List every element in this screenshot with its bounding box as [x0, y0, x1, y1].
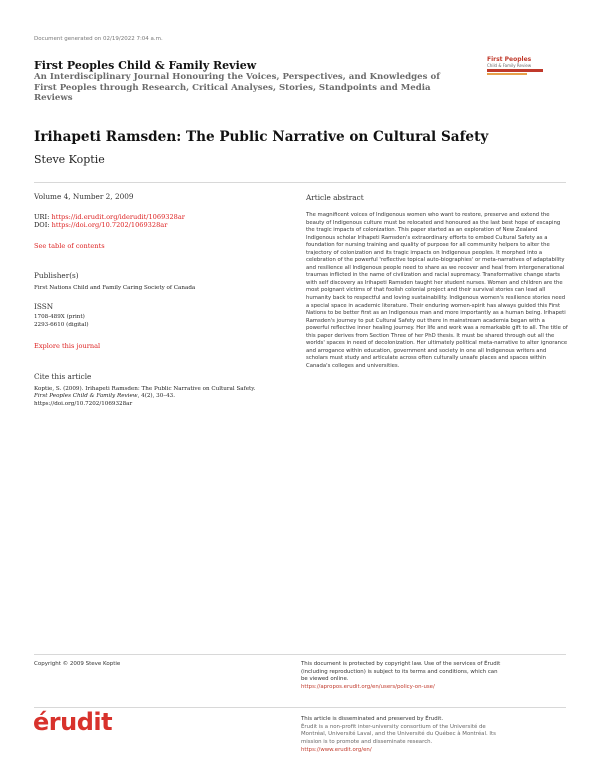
- issn-print: 1708-489X (print): [34, 314, 85, 321]
- issn-label: ISSN: [34, 301, 54, 311]
- citation-volume: , 4(2), 30–43.: [137, 393, 175, 400]
- diss-title: This article is disseminated and preserved by Érudit.: [301, 716, 444, 722]
- doi-link[interactable]: https://doi.org/10.7202/1069328ar: [51, 221, 168, 230]
- abstract-label: Article abstract: [306, 193, 364, 202]
- uri-label: URI:: [34, 212, 50, 221]
- article-title: Irihapeti Ramsden: The Public Narrative on Cultural Safety: [34, 129, 489, 145]
- journal-subtitle: An Interdisciplinary Journal Honouring the Voices, Perspectives, and Knowledges of First Peoples through Research, Critical Analyses, Stories, Standpoints and Media Reviews: [34, 72, 440, 104]
- publisher-label: Publisher(s): [34, 271, 79, 281]
- publisher-name: First Nations Child and Family Caring Society of Canada: [34, 284, 196, 291]
- article-author: Steve Koptie: [34, 153, 105, 166]
- issn-digital: 2293-6610 (digital): [34, 321, 89, 328]
- citation: [34, 386, 274, 409]
- journal-logo-line1: First Peoples: [487, 56, 532, 63]
- citation-journal: First Peoples Child & Family Review: [34, 393, 138, 400]
- journal-logo-line2: Child & Family Review: [487, 63, 532, 68]
- abstract-section: [306, 193, 568, 370]
- volume-info: Volume 4, Number 2, 2009: [34, 192, 134, 201]
- rights-link[interactable]: https://apropos.erudit.org/en/users/policy-on-use/: [301, 684, 435, 691]
- rights-text: This document is protected by copyright law. Use of the services of Érudit (including reproduction) is subject to its terms and conditions, which can be viewed online.: [301, 661, 501, 683]
- article-metadata: [34, 193, 274, 408]
- citation-doi: https://doi.org/10.7202/1069328ar: [34, 400, 133, 407]
- abstract-text: The magnificent voices of Indigenous women who want to restore, preserve and extend the beauty of Indigenous culture must be relocated and honoured as the last best hope of escaping the tragic impacts of colonization. This paper started as an exploration of New Zealand Indigenous scholar Irihapeti Ramsden's extraordinary efforts to embed Cultural Safety as a foundation for nursing training and quality of purpose for all community helpers to alter the trajectory of colonization and its tragic impacts on Indigenous peoples. It morphed into a celebration of the powerful 'reflective topical auto-biographies' or meta-narratives of adaptability and resilience all Indigenous people need to share as we recover and heal from intergenerational traumas inflicted in the name of civilization and racial supremacy. Transformative change starts with self discovery as Irihapeti Ramsden taught her student nurses. Women and children are the most poignant victims of that foolish colonial project and their survival stories can lead all humanity back to respectful and loving sustainability. Indigenous women's resilience stories need a special space in academic literature. Their enduring women-spirit has always guided this First Nations to be better first as an Indigenous man and more importantly as a human being. Irihapeti Ramsden's journey to put Cultural Safety out there in mainstream academia began with a powerful reflective inner healing journey. Her life and work was a remarkable gift to all. The title of this paper derives from Section Three of her PhD thesis. It must be shared through out all the worlds' spaces in need of decolonization. Her ultimately political meta-narrative to alter ignorance and arrogance within education, government and society in one all Indigenous writers and scholars must study and articulate across often culturally unsafe places and spaces within Canada's colleges and universities.: [306, 212, 568, 369]
- journal-logo: [487, 56, 557, 75]
- divider: [34, 182, 566, 183]
- explore-journal-link[interactable]: Explore this journal: [34, 342, 101, 351]
- diss-text: Érudit is a non-profit inter-university consortium of the Université de Montréal, Université Laval, and the Université du Québec à Montréal. Its mission is to promote and disseminate research.: [301, 723, 496, 746]
- journal-title: First Peoples Child & Family Review: [34, 59, 257, 72]
- citation-line1: Koptie, S. (2009). Irihapeti Ramsden: The Public Narrative on Cultural Safety.: [34, 385, 256, 392]
- copyright: Copyright © 2009 Steve Koptie: [34, 661, 121, 667]
- doi-label: DOI:: [34, 221, 50, 230]
- erudit-logo: érudit: [33, 708, 113, 736]
- dissemination-notice: [301, 716, 501, 755]
- cite-label: Cite this article: [34, 371, 92, 381]
- footer-divider-2: [34, 707, 566, 708]
- uri-link[interactable]: https://id.erudit.org/iderudit/1069328ar: [51, 212, 185, 221]
- erudit-link[interactable]: https://www.erudit.org/en/: [301, 746, 372, 753]
- footer-divider: [34, 654, 566, 655]
- rights-notice: [301, 661, 501, 692]
- generation-date: Document generated on 02/19/2022 7:04 a.m.: [34, 36, 163, 42]
- toc-link[interactable]: See table of contents: [34, 241, 105, 250]
